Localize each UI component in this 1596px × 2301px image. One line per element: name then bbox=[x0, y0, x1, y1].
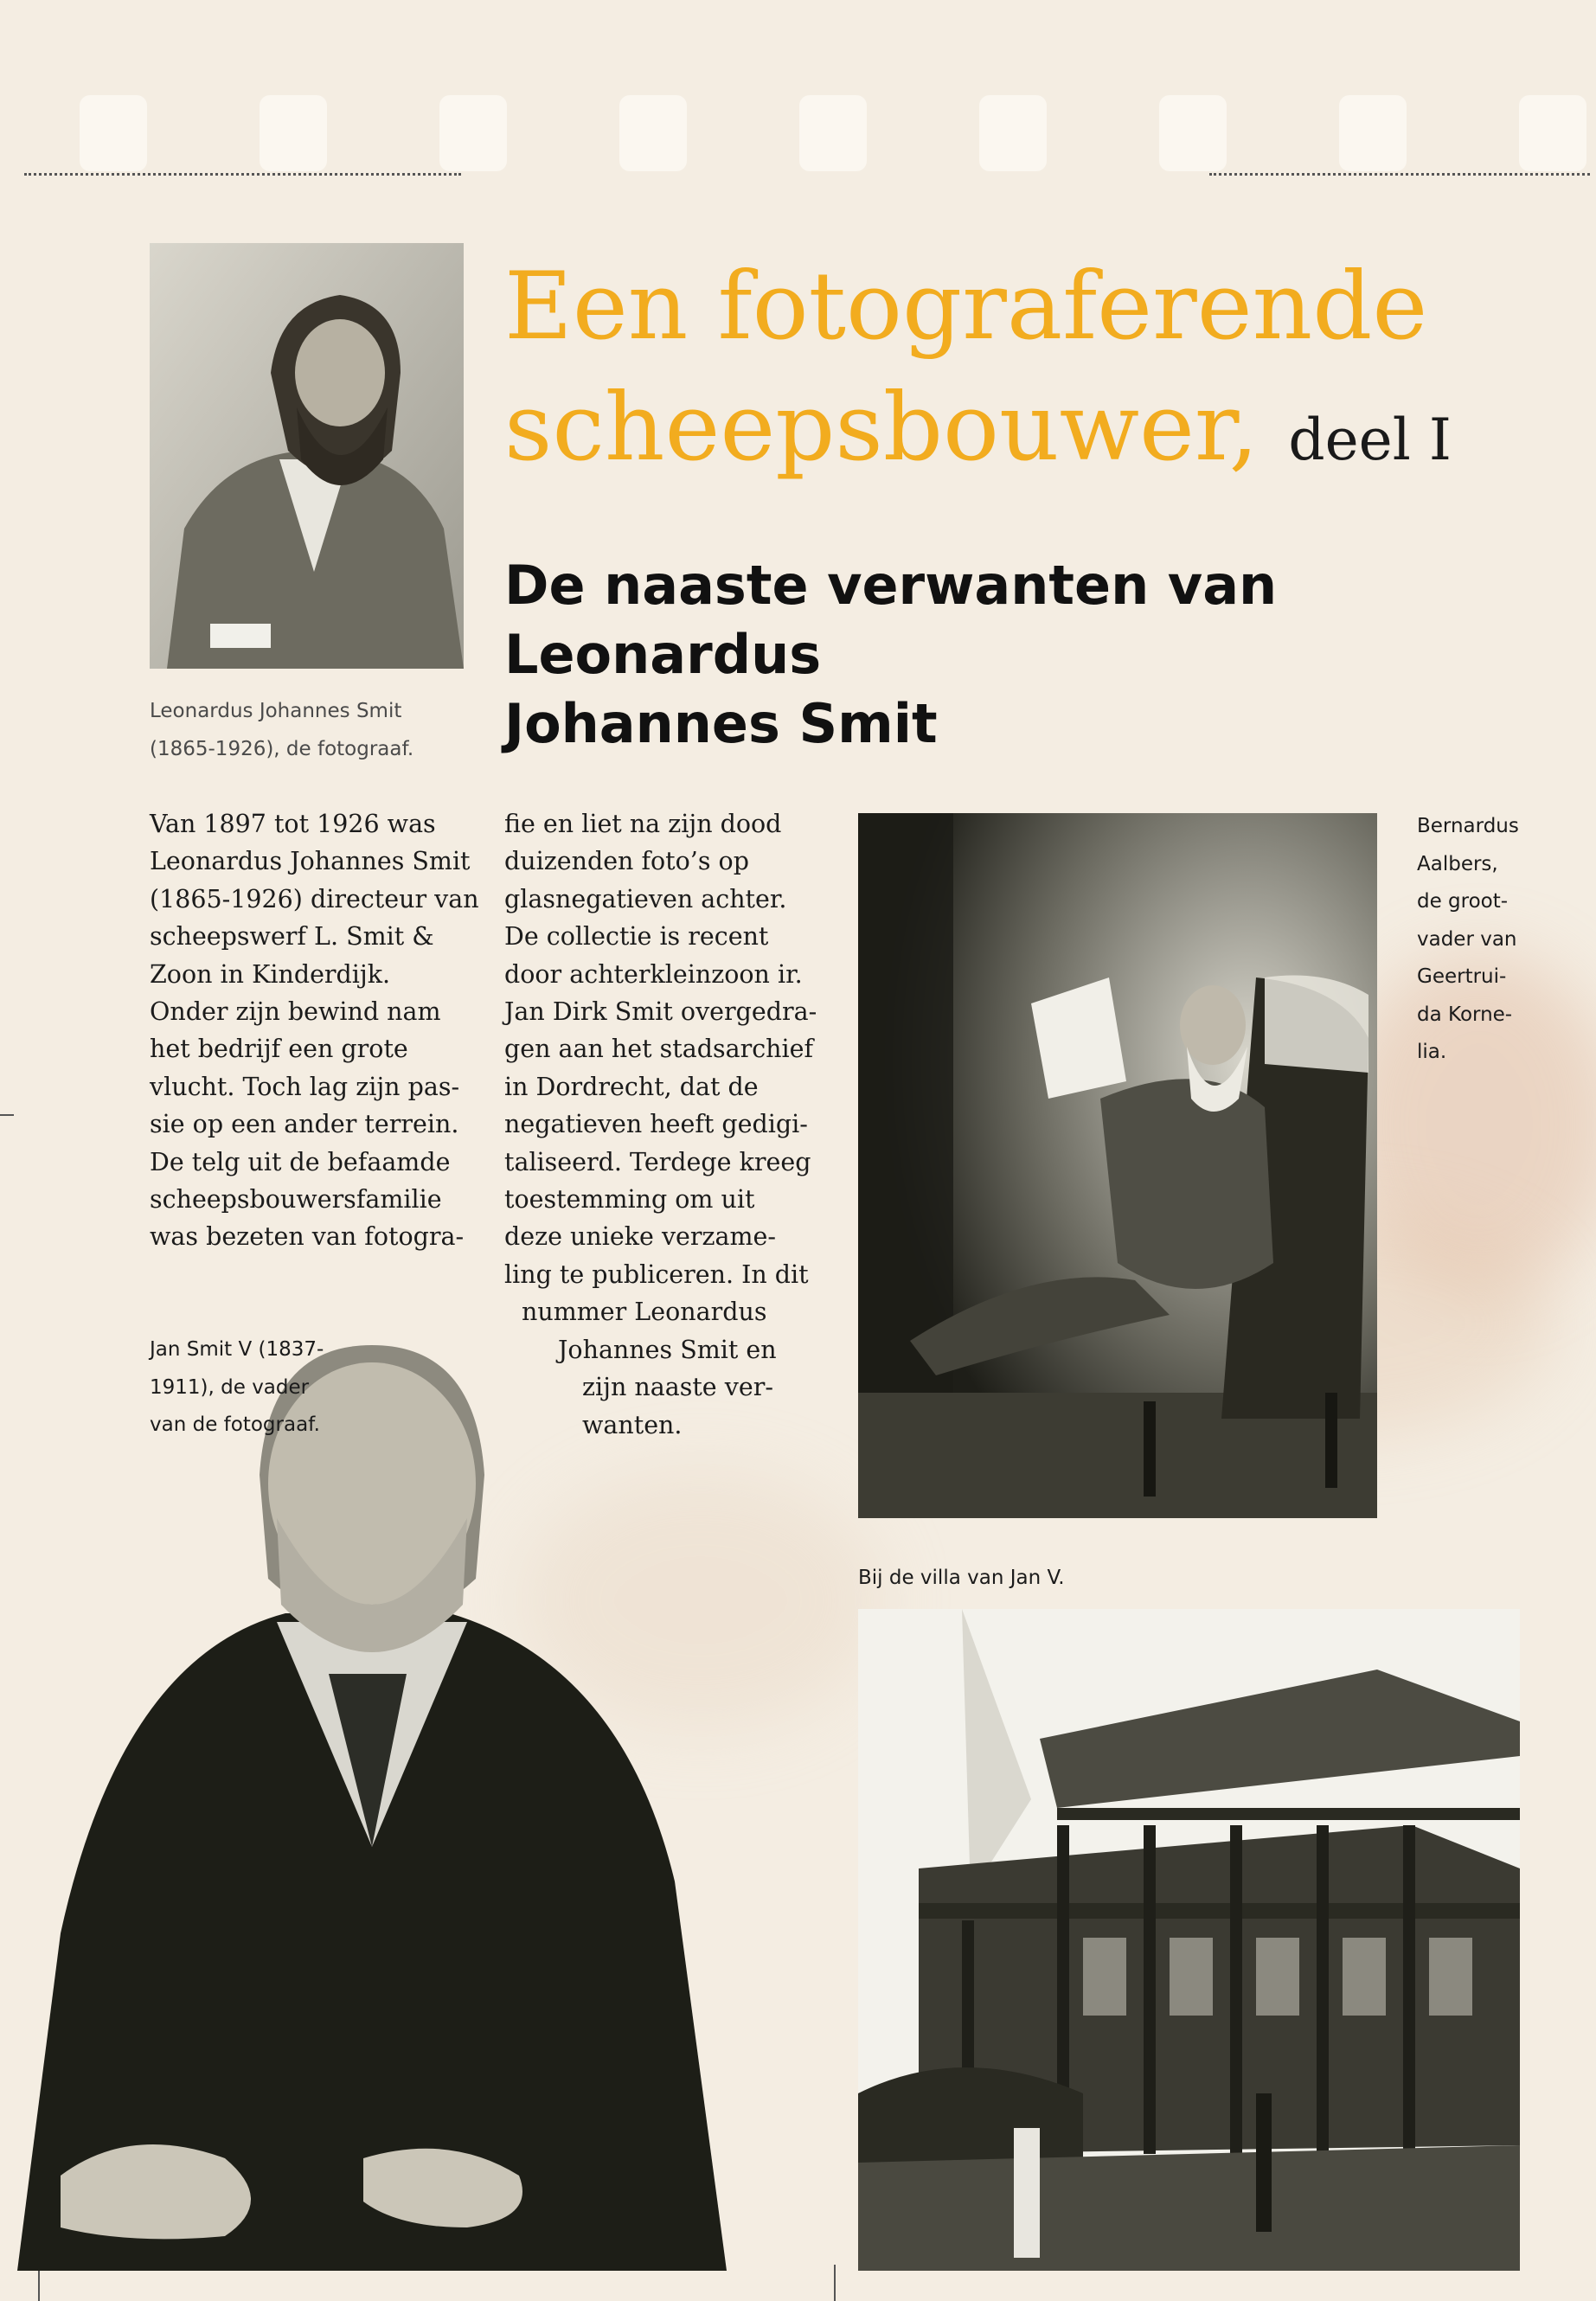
body-line: taliseerd. Terdege kreeg bbox=[504, 1147, 811, 1176]
body-line: De telg uit de befaamde bbox=[150, 1147, 451, 1176]
caption-line: Geertrui- bbox=[1417, 965, 1507, 988]
body-line: wanten. bbox=[582, 1410, 683, 1439]
caption-line: van de fotograaf. bbox=[150, 1413, 320, 1436]
caption-line: Jan Smit V (1837- bbox=[150, 1338, 324, 1361]
body-line: fie en liet na zijn dood bbox=[504, 810, 782, 838]
body-line: sie op een ander terrein. bbox=[150, 1110, 459, 1139]
title-line-1: Een fotograferende bbox=[504, 253, 1428, 361]
photo-villa bbox=[858, 1609, 1520, 2271]
caption-line: Bij de villa van Jan V. bbox=[858, 1567, 1065, 1589]
caption-jan-smit bbox=[150, 1331, 324, 1445]
body-line: scheepsbouwersfamilie bbox=[150, 1185, 442, 1215]
caption-line: lia. bbox=[1417, 1041, 1447, 1063]
film-strip-top bbox=[0, 61, 1596, 173]
body-line: door achterkleinzoon ir. bbox=[504, 959, 803, 989]
caption-line: vader van bbox=[1417, 927, 1517, 951]
subtitle-line-1: De naaste verwanten van Leonardus bbox=[504, 554, 1278, 686]
caption-line: (1865-1926), de fotograaf. bbox=[150, 737, 414, 760]
body-line: toestemming om uit bbox=[504, 1185, 755, 1215]
title-line-2: scheepsbouwer, bbox=[504, 374, 1259, 482]
body-line: in Dordrecht, dat de bbox=[504, 1072, 759, 1101]
body-line: ling te publiceren. In dit bbox=[504, 1259, 809, 1289]
article-subtitle bbox=[504, 551, 1542, 759]
body-line: Jan Dirk Smit overgedra- bbox=[504, 997, 817, 1027]
photo-leonardus bbox=[150, 243, 464, 669]
body-line: zijn naaste ver- bbox=[582, 1373, 773, 1402]
body-line: Johannes Smit en bbox=[558, 1335, 777, 1364]
dotted-rule-left bbox=[24, 173, 461, 176]
body-line: gen aan het stadsarchief bbox=[504, 1035, 814, 1064]
body-line: Zoon in Kinderdijk. bbox=[150, 959, 391, 989]
caption-line: 1911), de vader bbox=[150, 1375, 310, 1399]
body-line: deze unieke verzame- bbox=[504, 1222, 777, 1252]
body-line: Van 1897 tot 1926 was bbox=[150, 810, 436, 838]
caption-villa bbox=[858, 1560, 1065, 1598]
article-title bbox=[504, 247, 1577, 501]
body-line: Leonardus Johannes Smit bbox=[150, 847, 471, 876]
caption-line: Aalbers, bbox=[1417, 852, 1498, 875]
photo-bernardus-aalbers bbox=[858, 813, 1377, 1518]
photo-jan-smit bbox=[0, 1328, 753, 2271]
caption-line: de groot- bbox=[1417, 890, 1509, 913]
body-line: scheepswerf L. Smit & bbox=[150, 922, 434, 952]
dotted-rule-right bbox=[1209, 173, 1590, 176]
body-column-2 bbox=[504, 805, 817, 1444]
body-line: duizenden foto’s op bbox=[504, 847, 749, 876]
body-line: negatieven heeft gedigi- bbox=[504, 1110, 808, 1139]
body-line: De collectie is recent bbox=[504, 922, 769, 952]
caption-leonardus bbox=[150, 693, 413, 768]
caption-line: Bernardus bbox=[1417, 815, 1519, 837]
body-line: vlucht. Toch lag zijn pas- bbox=[150, 1072, 460, 1101]
body-line: nummer Leonardus bbox=[522, 1298, 767, 1327]
body-line: glasnegatieven achter. bbox=[504, 884, 787, 913]
body-line: Onder zijn bewind nam bbox=[150, 997, 441, 1027]
crop-mark bbox=[834, 2265, 836, 2301]
caption-line: da Korne- bbox=[1417, 1003, 1513, 1026]
body-line: was bezeten van fotogra- bbox=[150, 1222, 465, 1252]
body-line: het bedrijf een grote bbox=[150, 1035, 408, 1064]
title-suffix: deel I bbox=[1288, 407, 1452, 473]
caption-line: Leonardus Johannes Smit bbox=[150, 700, 402, 722]
subtitle-line-2: Johannes Smit bbox=[504, 692, 938, 755]
crop-mark bbox=[0, 1114, 14, 1116]
caption-bernardus bbox=[1417, 808, 1519, 1072]
body-column-1 bbox=[150, 805, 479, 1256]
body-line: (1865-1926) directeur van bbox=[150, 884, 479, 913]
